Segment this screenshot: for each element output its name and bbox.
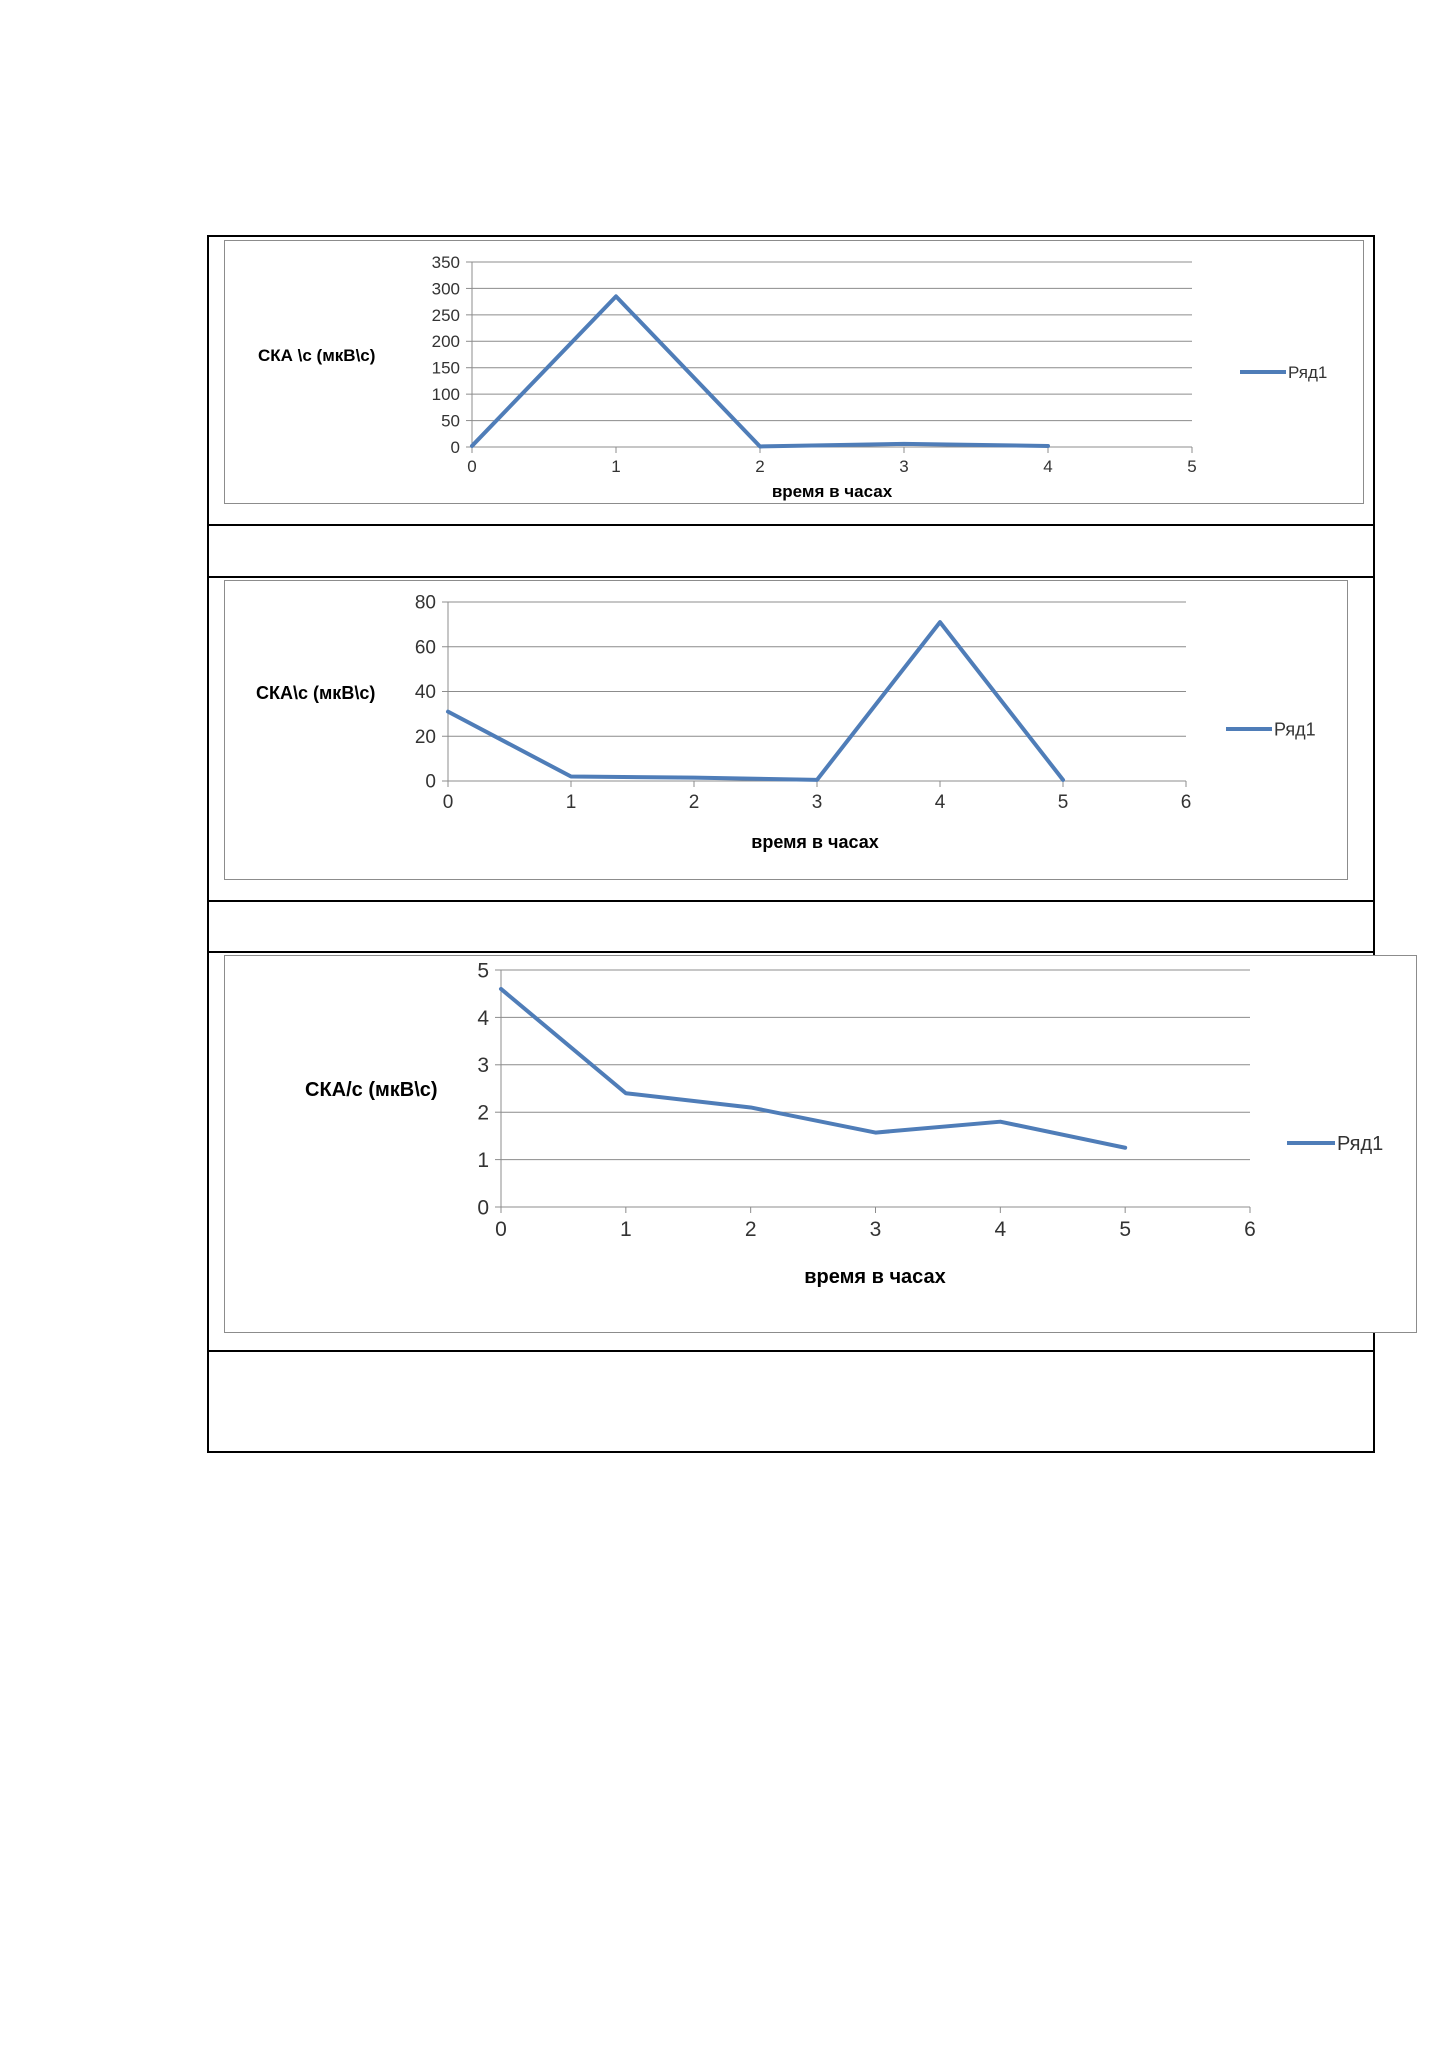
legend-label: Ряд1 — [1288, 362, 1328, 382]
data-point — [500, 987, 503, 990]
y-tick-label: 200 — [431, 332, 460, 352]
y-tick-label: 150 — [431, 358, 460, 378]
x-tick-label: 0 — [495, 1218, 507, 1241]
y-tick-label: 60 — [414, 637, 436, 659]
x-tick-label: 3 — [899, 457, 909, 476]
y-tick-label: 100 — [431, 385, 460, 405]
y-axis-label: СКА \с (мкВ\с) — [258, 346, 376, 365]
y-axis-label: СКА\с (мкВ\с) — [256, 683, 376, 703]
x-tick-label: 0 — [442, 792, 454, 813]
x-tick-label: 5 — [1187, 457, 1197, 476]
y-tick-label: 80 — [414, 592, 436, 614]
y-tick-label: 50 — [441, 411, 460, 431]
x-tick-label: 1 — [565, 792, 577, 813]
x-axis-label: время в часах — [804, 1266, 946, 1288]
y-tick-label: 2 — [477, 1101, 489, 1125]
y-tick-label: 4 — [477, 1006, 489, 1030]
x-tick-label: 4 — [994, 1218, 1007, 1241]
y-tick-label: 300 — [431, 279, 460, 299]
x-tick-label: 4 — [934, 792, 946, 813]
y-tick-label: 350 — [431, 252, 460, 272]
x-tick-label: 5 — [1119, 1218, 1132, 1241]
data-point — [749, 1106, 752, 1109]
data-point — [874, 1131, 877, 1134]
x-tick-label: 6 — [1244, 1218, 1256, 1241]
x-tick-label: 3 — [811, 792, 823, 813]
legend-label: Ряд1 — [1337, 1133, 1384, 1155]
y-tick-label: 250 — [431, 305, 460, 325]
series-line — [501, 989, 1125, 1148]
legend-label: Ряд1 — [1274, 719, 1316, 740]
x-tick-label: 1 — [619, 1218, 632, 1241]
y-tick-label: 5 — [477, 959, 489, 983]
x-tick-label: 6 — [1180, 792, 1192, 813]
y-tick-label: 20 — [414, 726, 436, 748]
x-tick-label: 2 — [688, 792, 700, 813]
y-tick-label: 0 — [425, 771, 436, 793]
data-point — [999, 1120, 1002, 1123]
x-tick-label: 5 — [1057, 792, 1069, 813]
x-axis-label: время в часах — [771, 482, 893, 501]
x-tick-label: 2 — [755, 457, 765, 476]
x-axis-label: время в часах — [751, 832, 879, 852]
y-tick-label: 40 — [414, 682, 436, 704]
x-tick-label: 1 — [611, 457, 621, 476]
x-tick-label: 2 — [744, 1218, 757, 1241]
x-tick-label: 4 — [1043, 457, 1053, 476]
data-point — [624, 1092, 627, 1095]
y-tick-label: 0 — [477, 1196, 489, 1220]
x-tick-label: 3 — [869, 1218, 882, 1241]
x-tick-label: 0 — [467, 457, 477, 476]
y-axis-label: СКА/с (мкВ\с) — [305, 1079, 438, 1101]
y-tick-label: 0 — [450, 437, 460, 457]
y-tick-label: 3 — [477, 1054, 489, 1078]
y-tick-label: 1 — [477, 1148, 489, 1172]
data-point — [1124, 1146, 1127, 1149]
